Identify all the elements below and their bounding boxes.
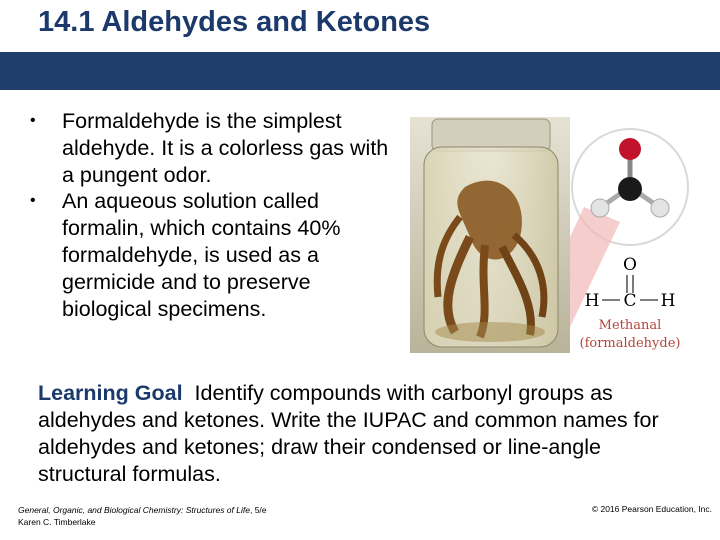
specimen-jar-photo	[410, 117, 570, 353]
carbon-atom-icon	[618, 177, 642, 201]
footer-book-line	[18, 504, 267, 516]
bullet-item	[30, 188, 390, 322]
footer-edition: , 5/e	[249, 505, 267, 515]
bullet-marker: •	[30, 192, 36, 210]
bullet-list	[30, 108, 390, 322]
learning-goal-text: Identify compounds with carbonyl groups as aldehydes and ketones. Write the IUPAC and common names for aldehydes and ketones; draw their condensed or line-angle structural formulas.	[38, 381, 659, 486]
structure-atom-o: O	[623, 255, 637, 275]
footer-copyright: © 2016 Pearson Education, Inc.	[591, 504, 712, 514]
footer-citation	[18, 504, 267, 528]
title-band	[0, 52, 720, 90]
bullet-text: Formaldehyde is the simplest aldehyde. It is a colorless gas with a pungent odor.	[62, 109, 389, 187]
hydrogen-atom-icon	[591, 199, 609, 217]
footer-book-title: General, Organic, and Biological Chemistry: Structures of Life	[18, 505, 250, 515]
oxygen-atom-icon	[619, 138, 641, 160]
structure-atom-c: C	[623, 291, 637, 311]
slide-title: 14.1 Aldehydes and Ketones	[38, 6, 431, 38]
learning-goal	[38, 380, 678, 488]
footer-author: Karen C. Timberlake	[18, 517, 96, 527]
learning-goal-label: Learning Goal	[38, 381, 183, 405]
structure-caption-name: Methanal	[598, 318, 662, 333]
structure-atom-h-right: H	[660, 291, 676, 311]
structure-caption-common: (formaldehyde)	[579, 336, 681, 351]
specimen-jar-illustration	[410, 117, 570, 353]
hydrogen-atom-icon	[651, 199, 669, 217]
bullet-item	[30, 108, 390, 188]
formaldehyde-structure	[570, 117, 720, 362]
formaldehyde-diagram	[570, 117, 720, 362]
structure-atom-h-left: H	[584, 291, 600, 311]
bullet-marker: •	[30, 112, 36, 129]
bullet-text: An aqueous solution called formalin, which contains 40% formaldehyde, is used as a germicide and to preserve biological specimens.	[62, 189, 341, 321]
